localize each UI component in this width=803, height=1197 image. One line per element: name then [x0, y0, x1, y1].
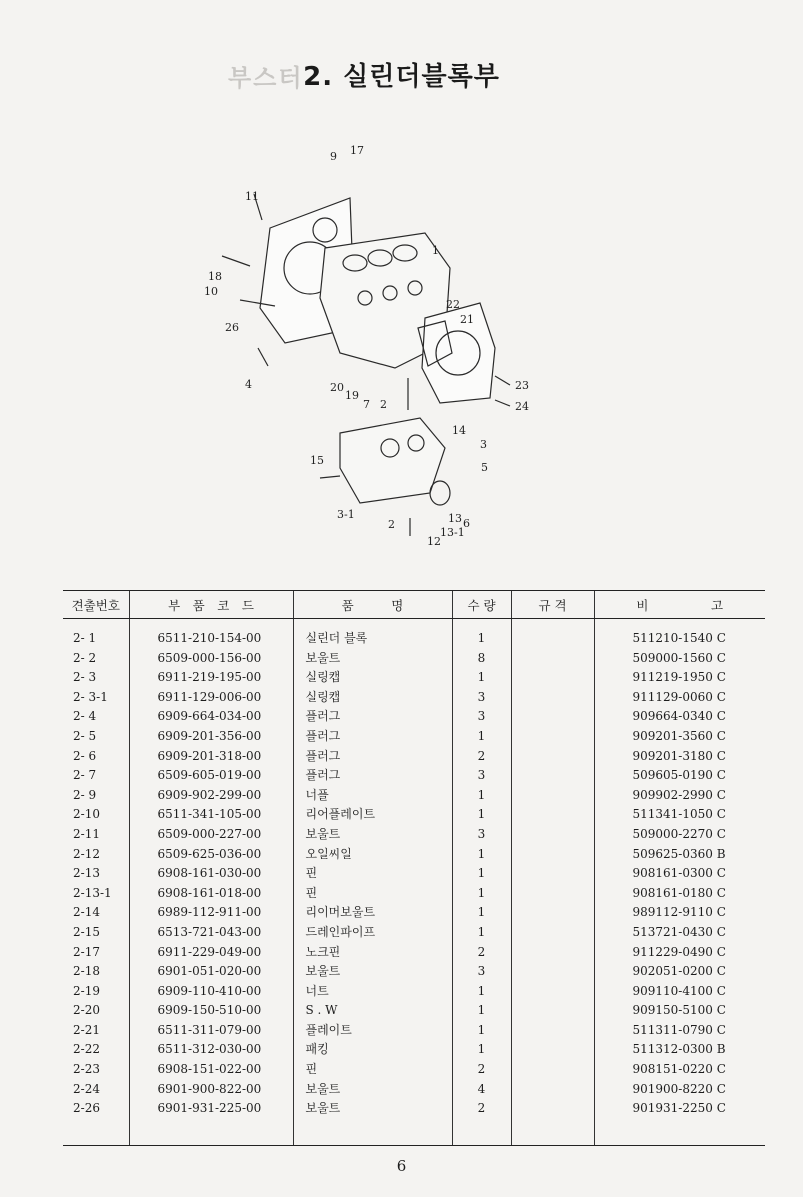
cell-no: 2- 5	[73, 728, 97, 743]
cell-code: 6908-161-030-00	[157, 866, 262, 881]
cell-qty: 1	[477, 846, 486, 861]
cell-code: 6509-000-156-00	[157, 650, 262, 665]
cell-qty: 1	[477, 631, 486, 645]
cell-code: 6911-129-006-00	[157, 689, 262, 704]
cell-qty: 1	[477, 807, 486, 822]
cell-name: 보울트	[305, 826, 341, 841]
cell-remark: 511210-1540 C	[632, 631, 726, 645]
cell-remark: 511341-1050 C	[632, 807, 726, 822]
cell-no: 2-15	[73, 924, 100, 939]
cell-no: 2- 7	[73, 768, 97, 783]
cell-name: 리이머보울트	[305, 905, 376, 920]
cell-no: 2-18	[73, 964, 100, 979]
callout-24: 24	[515, 400, 529, 413]
cell-qty: 2	[477, 944, 486, 959]
cell-name: 실링캡	[305, 689, 341, 704]
header-name: 품 명	[293, 591, 452, 619]
cell-remark: 511311-0790 C	[632, 1022, 726, 1037]
callout-14: 14	[452, 424, 466, 437]
cell-code: 6908-151-022-00	[157, 1062, 262, 1077]
cell-no: 2-19	[73, 983, 100, 998]
cell-name: 드레인파이프	[305, 924, 376, 939]
callout-9: 9	[330, 150, 337, 163]
cell-qty: 3	[477, 689, 486, 704]
callout-4: 4	[245, 378, 252, 391]
cell-code: 6901-931-225-00	[157, 1101, 262, 1116]
cell-name: 플러그	[305, 768, 341, 783]
cell-name: 플러그	[305, 728, 341, 743]
header-no: 견출번호	[63, 591, 129, 619]
callout-6: 6	[463, 517, 470, 530]
cell-qty: 1	[477, 787, 486, 802]
cell-remark: 909902-2990 C	[632, 787, 726, 802]
cell-remark: 908161-0180 C	[632, 885, 726, 900]
cell-qty: 3	[477, 768, 486, 783]
cell-qty: 8	[477, 650, 486, 665]
cell-qty: 1	[477, 905, 486, 920]
callout-13: 13	[448, 512, 462, 525]
cell-name: 핀	[305, 885, 318, 900]
cell-name: 플러그	[305, 709, 341, 724]
cell-remark: 911219-1950 C	[632, 670, 726, 685]
cell-remark: 513721-0430 C	[632, 924, 726, 939]
cell-code: 6901-900-822-00	[157, 1081, 262, 1096]
callout-12: 12	[427, 535, 441, 548]
cell-name: 너플	[305, 787, 329, 802]
cell-code: 6909-110-410-00	[157, 983, 262, 998]
cell-no: 2-17	[73, 944, 100, 959]
callout-15: 15	[310, 454, 324, 467]
cell-no: 2-11	[73, 826, 100, 841]
cell-no: 2-13-1	[73, 885, 112, 900]
cell-remark: 509000-1560 C	[632, 650, 726, 665]
callout-21: 21	[460, 313, 474, 326]
cell-remark: 509605-0190 C	[632, 768, 726, 783]
table-header-row	[63, 591, 765, 619]
cell-name: 플러그	[305, 748, 341, 763]
cell-no: 2-12	[73, 846, 100, 861]
header-code: 부 품 코 드	[129, 591, 293, 619]
callout-10: 10	[204, 285, 218, 298]
cell-qty: 1	[477, 924, 486, 939]
cell-qty: 4	[477, 1081, 486, 1096]
cell-name: 너트	[305, 983, 329, 998]
cell-remark: 909150-5100 C	[632, 1003, 726, 1018]
callout-18: 18	[208, 270, 222, 283]
callout-3-1: 3-1	[337, 508, 355, 521]
cell-name: 리어플레이트	[305, 807, 376, 822]
cell-code: 6909-201-318-00	[157, 748, 262, 763]
cell-qty: 3	[477, 826, 486, 841]
callout-26: 26	[225, 321, 239, 334]
callout-17: 17	[350, 144, 364, 157]
cell-no: 2- 3	[73, 670, 97, 685]
cell-remark: 908161-0300 C	[632, 866, 726, 881]
cell-name: 플레이트	[305, 1022, 352, 1037]
cell-code: 6511-210-154-00	[157, 631, 262, 645]
cell-qty: 1	[477, 885, 486, 900]
cell-name: 실링캡	[305, 670, 341, 685]
cell-name: S . W	[305, 1003, 338, 1018]
cell-code: 6509-605-019-00	[157, 768, 262, 783]
cell-code: 6513-721-043-00	[157, 924, 262, 939]
cell-name: 핀	[305, 866, 318, 881]
header-remark: 비 고	[594, 591, 765, 619]
callout-19: 19	[345, 389, 359, 402]
cell-qty: 3	[477, 709, 486, 724]
cell-code: 6511-341-105-00	[157, 807, 262, 822]
cell-code: 6901-051-020-00	[157, 964, 262, 979]
cell-no: 2-20	[73, 1003, 100, 1018]
cell-no: 2-13	[73, 866, 100, 881]
callout-3: 3	[480, 438, 487, 451]
cell-remark: 511312-0300 B	[632, 1042, 726, 1057]
callout-11: 11	[245, 190, 259, 203]
cell-name: 핀	[305, 1062, 318, 1077]
cell-remark: 901900-8220 C	[632, 1081, 726, 1096]
cell-name: 보울트	[305, 1081, 341, 1096]
cell-remark: 909664-0340 C	[632, 709, 726, 724]
cell-qty: 1	[477, 670, 486, 685]
cell-qty: 2	[477, 748, 486, 763]
column-qty	[452, 619, 511, 1146]
cell-code: 6911-219-195-00	[157, 670, 262, 685]
cell-qty: 1	[477, 1003, 486, 1018]
cell-code: 6911-229-049-00	[157, 944, 262, 959]
cell-qty: 1	[477, 983, 486, 998]
cylinder-block-drawing	[190, 138, 610, 558]
cell-no: 2- 2	[73, 650, 97, 665]
cell-qty: 2	[477, 1101, 486, 1116]
column-no	[63, 619, 129, 1146]
cell-code: 6909-664-034-00	[157, 709, 262, 724]
exploded-parts-diagram	[190, 138, 610, 558]
cell-no: 2-24	[73, 1081, 100, 1096]
callout-7: 7	[363, 398, 370, 411]
cell-no: 2-14	[73, 905, 100, 920]
column-code	[129, 619, 293, 1146]
cell-qty: 1	[477, 1042, 486, 1057]
cell-name: 노크핀	[305, 944, 341, 959]
header-spec: 규 격	[511, 591, 594, 619]
cell-name: 실린더 블록	[305, 631, 368, 645]
table-body-row	[63, 619, 765, 1146]
cell-code: 6909-201-356-00	[157, 728, 262, 743]
page-number: 6	[396, 1157, 407, 1175]
cell-qty: 1	[477, 1022, 486, 1037]
cell-remark: 909201-3180 C	[632, 748, 726, 763]
header-qty: 수 량	[452, 591, 511, 619]
callout-2-upper: 2	[380, 398, 387, 411]
cell-no: 2- 1	[73, 631, 97, 645]
cell-no: 2-26	[73, 1101, 100, 1116]
cell-name: 보울트	[305, 650, 341, 665]
cell-code: 6909-150-510-00	[157, 1003, 262, 1018]
cell-qty: 1	[477, 866, 486, 881]
cell-qty: 2	[477, 1062, 486, 1077]
cell-code: 6909-902-299-00	[157, 787, 262, 802]
cell-no: 2- 3-1	[73, 689, 108, 704]
callout-20: 20	[330, 381, 344, 394]
cell-remark: 901931-2250 C	[632, 1101, 726, 1116]
column-spec	[511, 619, 594, 1146]
cell-no: 2- 9	[73, 787, 97, 802]
cell-code: 6989-112-911-00	[157, 905, 262, 920]
column-name	[293, 619, 452, 1146]
cell-remark: 911129-0060 C	[632, 689, 726, 704]
parts-list-table	[63, 590, 765, 1146]
callout-13-1: 13-1	[440, 526, 465, 539]
cell-no: 2-22	[73, 1042, 100, 1057]
cell-no: 2-21	[73, 1022, 100, 1037]
page-title: 2. 실린더블록부	[303, 62, 500, 92]
cell-no: 2-10	[73, 807, 100, 822]
cell-remark: 509000-2270 C	[632, 826, 726, 841]
cell-remark: 909201-3560 C	[632, 728, 726, 743]
callout-23: 23	[515, 379, 529, 392]
cell-qty: 3	[477, 964, 486, 979]
cell-name: 보울트	[305, 964, 341, 979]
cell-name: 패킹	[305, 1042, 329, 1057]
cell-qty: 1	[477, 728, 486, 743]
cell-remark: 989112-9110 C	[632, 905, 726, 920]
cell-name: 오일씨일	[305, 846, 352, 861]
cell-no: 2- 6	[73, 748, 97, 763]
bleed-through-text: 부스터	[228, 64, 304, 92]
cell-code: 6509-000-227-00	[157, 826, 262, 841]
cell-code: 6908-161-018-00	[157, 885, 262, 900]
cell-no: 2- 4	[73, 709, 97, 724]
callout-22: 22	[446, 298, 460, 311]
cell-code: 6509-625-036-00	[157, 846, 262, 861]
cell-remark: 908151-0220 C	[632, 1062, 726, 1077]
cell-code: 6511-312-030-00	[157, 1042, 262, 1057]
cell-remark: 902051-0200 C	[632, 964, 726, 979]
callout-5: 5	[481, 461, 488, 474]
cell-no: 2-23	[73, 1062, 100, 1077]
callout-1: 1	[432, 244, 439, 257]
cell-remark: 911229-0490 C	[632, 944, 726, 959]
callout-2-lower: 2	[388, 518, 395, 531]
cell-remark: 909110-4100 C	[632, 983, 726, 998]
column-remark	[594, 619, 765, 1146]
cell-name: 보울트	[305, 1101, 341, 1116]
cell-remark: 509625-0360 B	[632, 846, 726, 861]
cell-code: 6511-311-079-00	[157, 1022, 262, 1037]
